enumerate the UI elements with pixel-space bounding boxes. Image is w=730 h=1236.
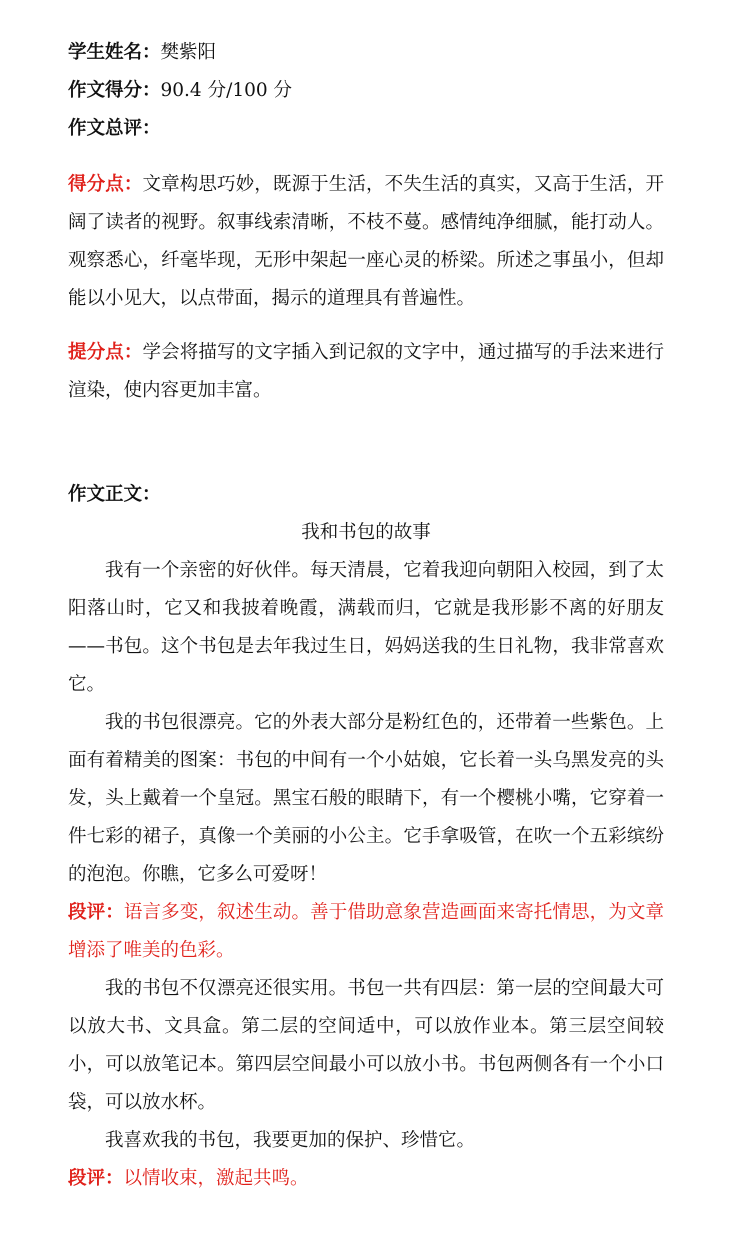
score-label: 作文得分：: [68, 80, 161, 101]
essay-body-label: 作文正文：: [68, 484, 161, 505]
paragraph-comment-2: [68, 1160, 664, 1198]
score-value: 90.4 分/100 分: [160, 80, 293, 101]
essay-document: [68, 34, 664, 1198]
essay-paragraph-1: 我有一个亲密的好伙伴。每天清晨，它着我迎向朝阳入校园，到了太阳落山时，它又和我披着晚霞，满载而归，它就是我形影不离的好朋友——书包。这个书包是去年我过生日，妈妈送我的生日礼物，我非常喜欢它。: [68, 560, 664, 695]
score-row: [68, 72, 664, 110]
paragraph-comment-1-text: 语言多变，叙述生动。善于借助意象营造画面来寄托情思，为文章增添了唯美的色彩。: [68, 902, 664, 961]
paragraph-comment-1: [68, 894, 664, 970]
essay-paragraph-3: 我的书包不仅漂亮还很实用。书包一共有四层：第一层的空间最大可以放大书、文具盒。第二层的空间适中，可以放作业本。第三层空间较小，可以放笔记本。第四层空间最小可以放小书。书包两侧各有一个小口袋，可以放水杯。: [68, 978, 664, 1113]
paragraph-comment-2-text: 以情收束，激起共鸣。: [123, 1168, 309, 1189]
merits-paragraph: [68, 166, 664, 318]
essay-title: 我和书包的故事: [301, 522, 431, 543]
essay-paragraph-2: 我的书包很漂亮。它的外表大部分是粉红色的，还带着一些紫色。上面有着精美的图案：书包的中间有一个小姑娘，它长着一头乌黑发亮的头发，头上戴着一个皇冠。黑宝石般的眼睛下，有一个樱桃小嘴，它穿着一件七彩的裙子，真像一个美丽的小公主。它手拿吸管，在吹一个五彩缤纷的泡泡。你瞧，它多么可爱呀！: [68, 712, 664, 885]
paragraph-comment-2-label: 段评：: [68, 1168, 124, 1189]
improve-label: 提分点：: [68, 342, 143, 363]
overall-review-label: 作文总评：: [68, 118, 161, 139]
student-name-value: 樊紫阳: [160, 42, 217, 63]
student-name-row: [68, 34, 664, 72]
student-name-label: 学生姓名：: [68, 42, 161, 63]
essay-paragraph-4: 我喜欢我的书包，我要更加的保护、珍惜它。: [105, 1130, 476, 1151]
merits-text: 文章构思巧妙，既源于生活，不失生活的真实，又高于生活，开阔了读者的视野。叙事线索清晰，不枝不蔓。感情纯净细腻，能打动人。观察悉心，纤毫毕现，无形中架起一座心灵的桥梁。所述之事虽小，但却能以小见大，以点带面，揭示的道理具有普遍性。: [68, 174, 664, 309]
merits-label: 得分点：: [68, 174, 143, 195]
improve-text: 学会将描写的文字插入到记叙的文字中，通过描写的手法来进行渲染，使内容更加丰富。: [68, 342, 664, 401]
improve-paragraph: [68, 334, 664, 410]
paragraph-comment-1-label: 段评：: [68, 902, 124, 923]
